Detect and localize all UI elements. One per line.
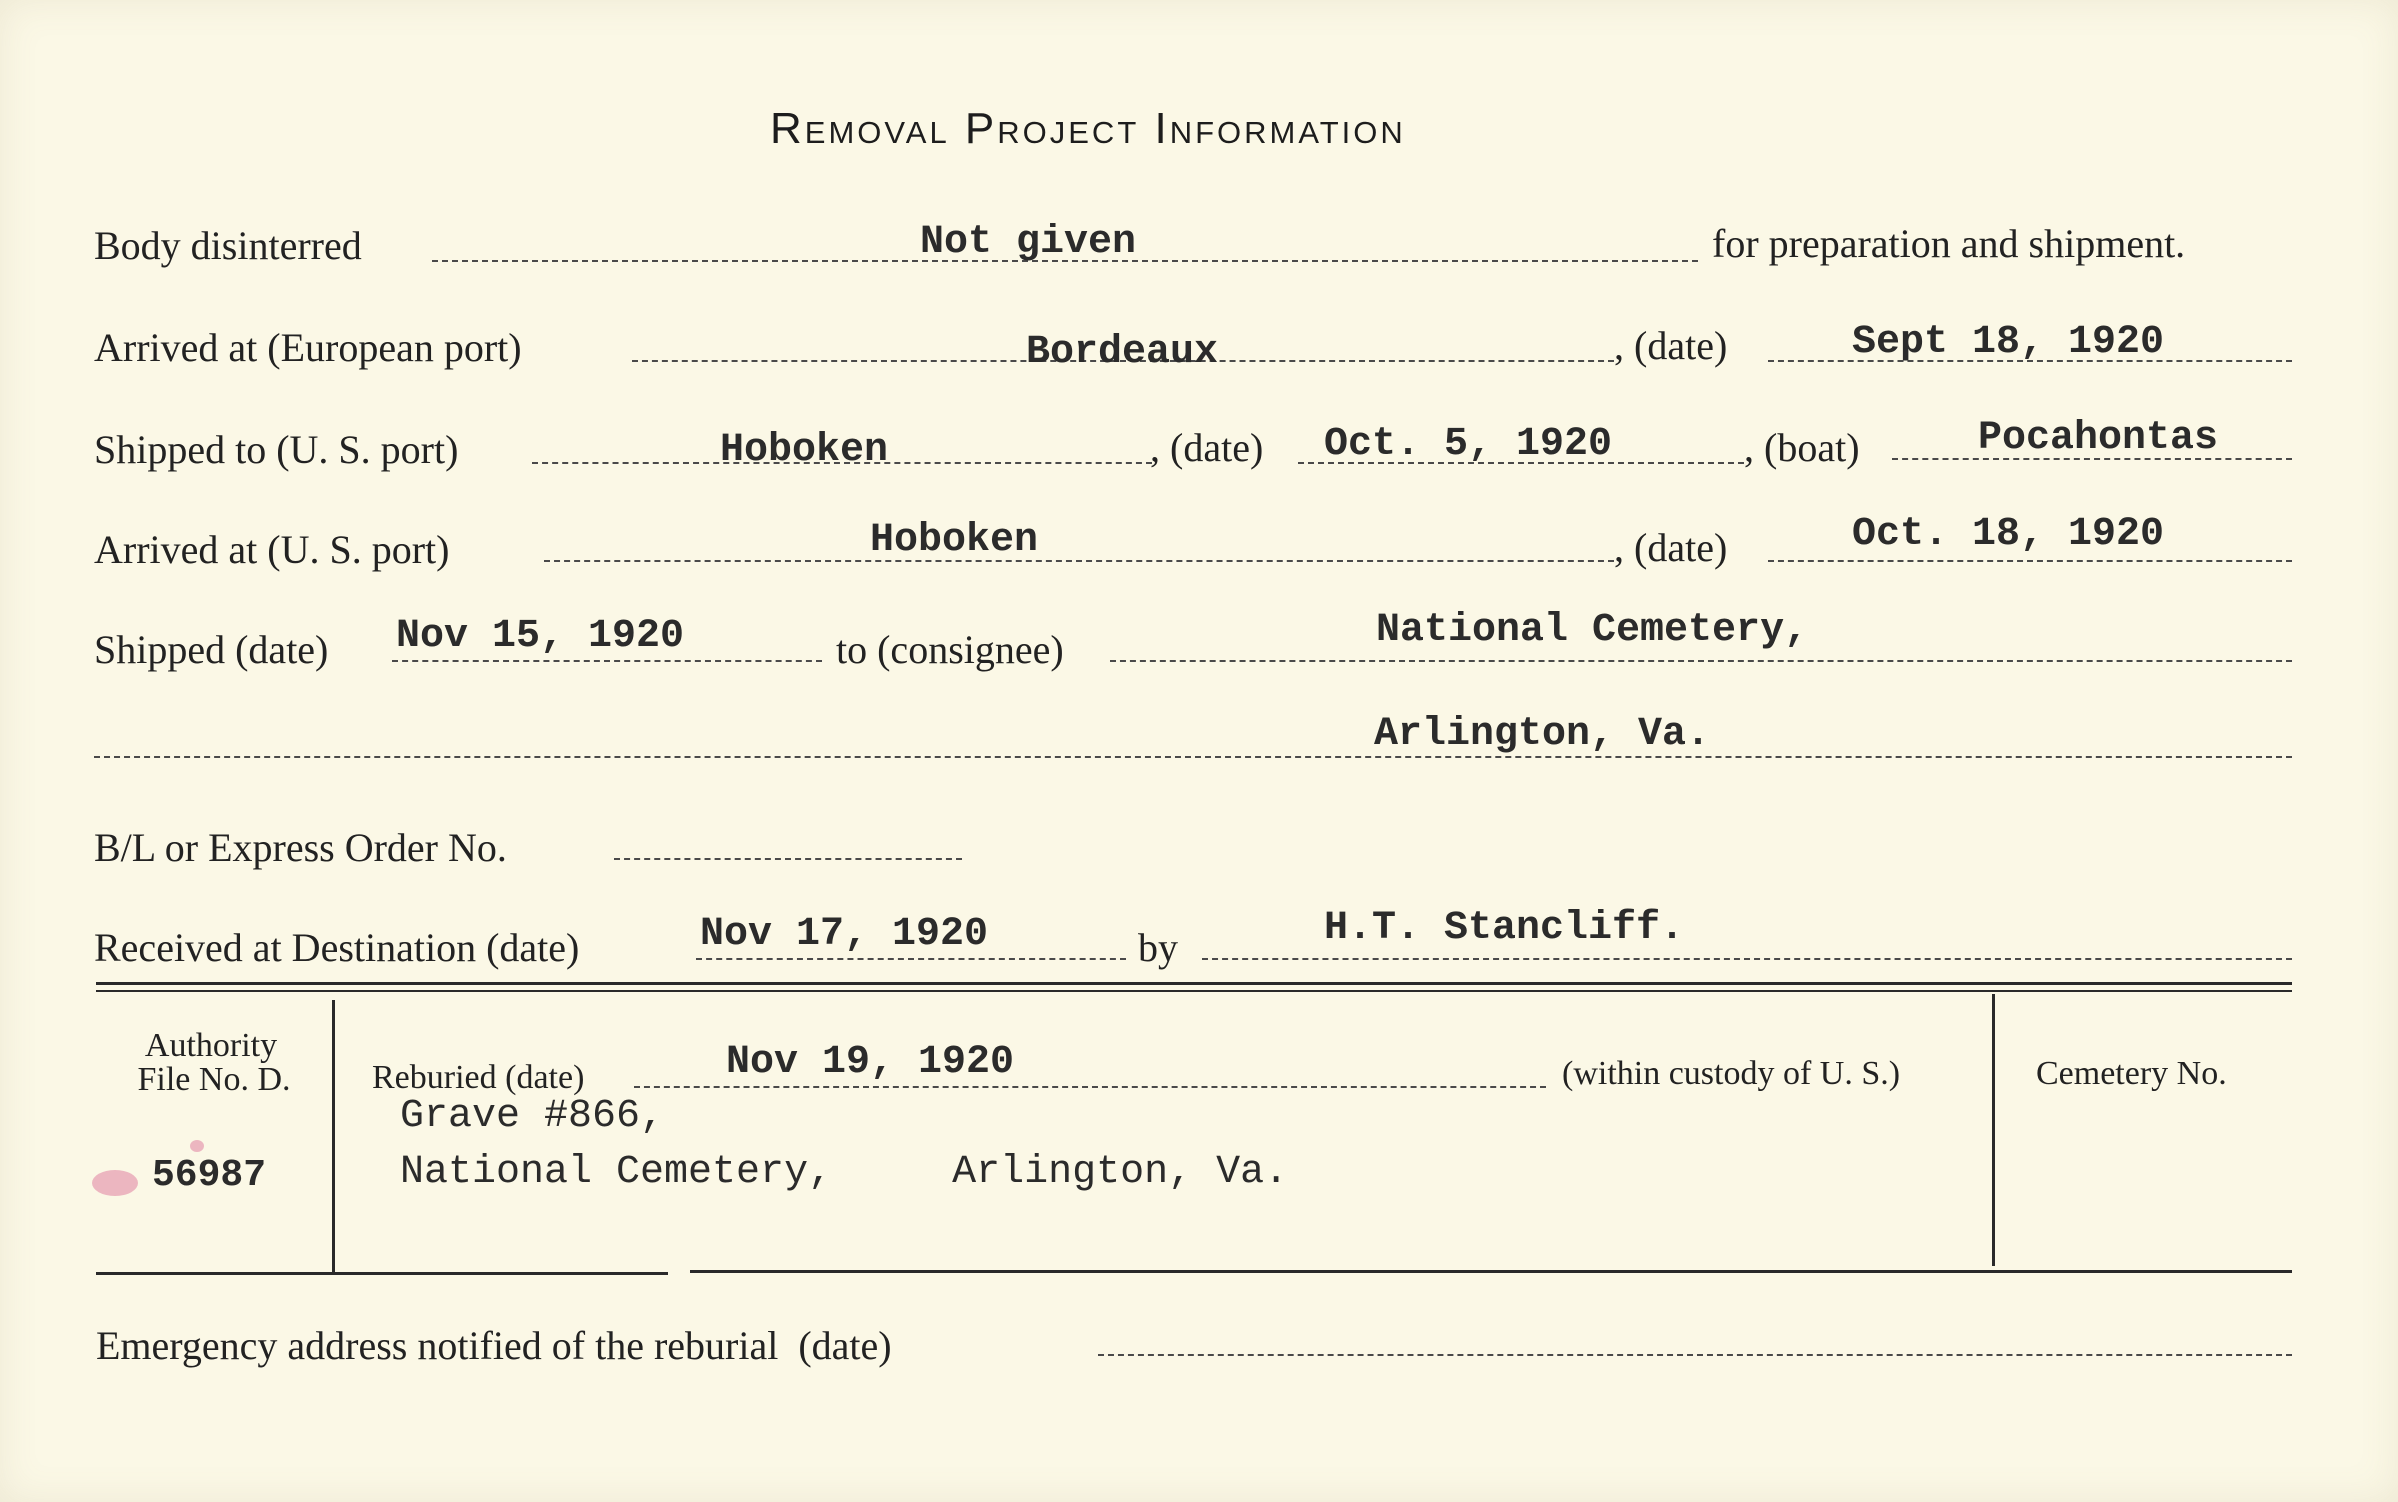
shipped-us-date: Oct. 5, 1920 [1324, 422, 1613, 467]
grave-number: Grave #866, [400, 1094, 665, 1139]
reburied-label: Reburied (date) [372, 1059, 585, 1096]
dotted-line [1110, 660, 2292, 662]
received-by: H.T. Stancliff. [1324, 906, 1685, 951]
consignee-line-2: Arlington, Va. [1374, 712, 1711, 757]
dotted-line [634, 1086, 1546, 1088]
reburied-date: Nov 19, 1920 [726, 1040, 1015, 1085]
shipped-us-date-label: , (date) [1150, 425, 1264, 470]
file-number: 56987 [152, 1154, 267, 1197]
box-bottom-rule [690, 1270, 2292, 1273]
received-label: Received at Destination (date) [94, 925, 580, 970]
emergency-label: Emergency address notified of the reburial (date) [96, 1323, 892, 1368]
file-no-label: File No. D. [137, 1061, 291, 1098]
shipped-date-label: Shipped (date) [94, 627, 329, 672]
body-disinterred-value: Not given [920, 220, 1137, 265]
box-bottom-rule [96, 1272, 668, 1275]
dotted-line [614, 858, 962, 860]
body-disinterred-suffix: for preparation and shipment. [1712, 221, 2186, 266]
arrived-us-label: Arrived at (U. S. port) [94, 527, 450, 572]
box-top-rule-2 [96, 990, 2292, 992]
dotted-line [392, 660, 822, 662]
ink-stamp-mark [92, 1170, 138, 1196]
cemetery-no-label: Cemetery No. [2036, 1055, 2227, 1092]
arrived-european-date: Sept 18, 1920 [1852, 320, 2165, 365]
shipped-us-value: Hoboken [720, 428, 889, 473]
box-top-rule [96, 982, 2292, 985]
box-divider-left [332, 1000, 335, 1272]
shipped-us-boat-label: , (boat) [1744, 425, 1860, 470]
bl-label: B/L or Express Order No. [94, 825, 507, 870]
dotted-line [94, 756, 2292, 758]
burial-location: National Cemetery, Arlington, Va. [400, 1150, 1289, 1195]
shipped-us-label: Shipped to (U. S. port) [94, 427, 459, 472]
dotted-line [1202, 958, 2292, 960]
dotted-line [1768, 560, 2292, 562]
consignee-label: to (consignee) [836, 627, 1064, 672]
shipped-us-boat: Pocahontas [1978, 416, 2219, 461]
authority-label: Authority [144, 1027, 278, 1064]
shipped-date: Nov 15, 1920 [396, 614, 685, 659]
arrived-european-value: Bordeaux [1026, 330, 1219, 375]
arrived-european-label: Arrived at (European port) [94, 325, 522, 370]
body-disinterred-label: Body disinterred [94, 223, 362, 268]
ink-stamp-mark [190, 1140, 204, 1152]
received-date: Nov 17, 1920 [700, 912, 989, 957]
page-title: Removal Project Information [770, 104, 1406, 153]
arrived-us-value: Hoboken [870, 518, 1039, 563]
dotted-line [696, 958, 1126, 960]
custody-label: (within custody of U. S.) [1562, 1055, 1901, 1092]
arrived-us-date: Oct. 18, 1920 [1852, 512, 2165, 557]
dotted-line [1098, 1354, 2292, 1356]
arrived-us-date-label: , (date) [1614, 525, 1728, 570]
arrived-european-date-label: , (date) [1614, 323, 1728, 368]
dotted-line [544, 560, 1614, 562]
box-divider-right [1992, 994, 1995, 1266]
consignee-line-1: National Cemetery, [1376, 608, 1809, 653]
received-by-label: by [1138, 925, 1178, 970]
